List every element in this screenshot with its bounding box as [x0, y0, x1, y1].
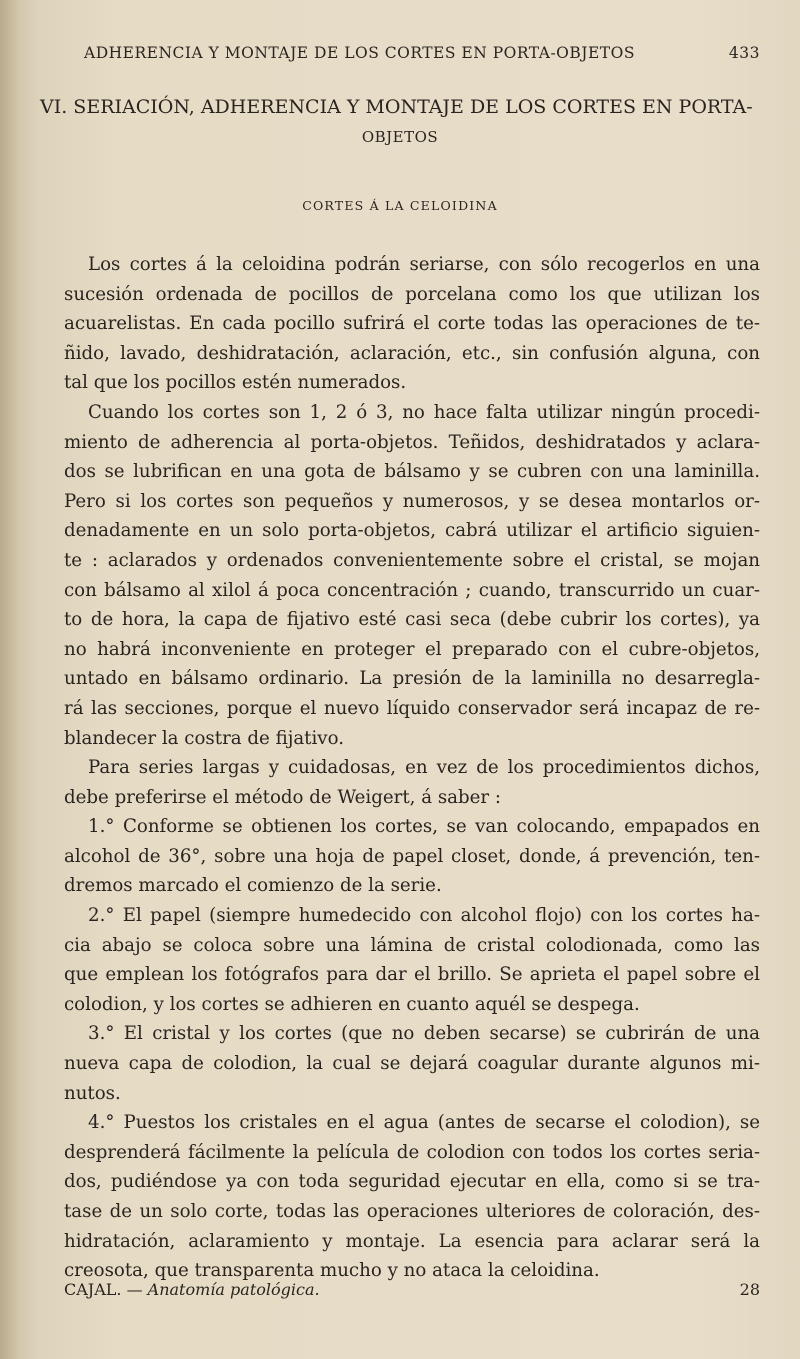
text-line: tal que los pocillos estén numerados.: [64, 372, 407, 394]
text-line: Cuando los cortes son 1, 2 ó 3, no hace falta utilizar ningún procedi-: [88, 401, 760, 423]
text-line: 2.° El papel (siempre humedecido con alcohol flojo) con los cortes ha-: [88, 905, 760, 927]
text-line: dremos marcado el comienzo de la serie.: [64, 875, 442, 897]
text-line: con bálsamo al xilol á poca concentración ; cuando, transcurrido un cuar-: [64, 579, 760, 601]
body-text: [64, 250, 760, 1286]
page-footer: [64, 1280, 760, 1299]
text-line: no habrá inconveniente en proteger el preparado con el cubre-objetos,: [64, 638, 760, 660]
text-line: untado en bálsamo ordinario. La presión de la laminilla no desarregla-: [64, 668, 760, 690]
text-line: to de hora, la capa de fijativo esté casi seca (debe cubrir los cortes), ya: [64, 609, 760, 631]
text-line: Pero si los cortes son pequeños y numerosos, y se desea montarlos or-: [64, 490, 760, 512]
subheading: CORTES Á LA CELOIDINA: [302, 198, 498, 213]
text-line: ñido, lavado, deshidratación, aclaración, etc., sin confusión alguna, con: [64, 342, 760, 364]
text-line: 3.° El cristal y los cortes (que no deben secarse) se cubrirán de una: [88, 1023, 760, 1045]
text-line: rá las secciones, porque el nuevo líquido conservador será incapaz de re-: [64, 697, 760, 719]
text-line: blandecer la costra de fijativo.: [64, 727, 344, 749]
footer-author: CAJAL. —: [64, 1280, 143, 1299]
text-line: denadamente en un solo porta-objetos, cabrá utilizar el artificio siguien-: [64, 520, 760, 542]
text-line: debe preferirse el método de Weigert, á saber :: [64, 786, 502, 808]
text-line: Para series largas y cuidadosas, en vez de los procedimientos dichos,: [88, 757, 760, 779]
running-header: [84, 44, 760, 62]
text-line: nueva capa de colodion, la cual se dejará coagular durante algunos mi-: [64, 1053, 760, 1075]
text-line: 1.° Conforme se obtienen los cortes, se van colocando, empapados en: [88, 816, 760, 838]
footer-credit: [64, 1280, 320, 1299]
text-line: dos se lubrifican en una gota de bálsamo y se cubren con una laminilla.: [64, 461, 760, 483]
text-line: acuarelistas. En cada pocillo sufrirá el corte todas las operaciones de te-: [64, 313, 760, 335]
text-line: Los cortes á la celoidina podrán seriarse, con sólo recogerlos en una: [88, 254, 760, 275]
section-title-line-1: VI. SERIACIÓN, ADHERENCIA Y MONTAJE DE LOS CORTES EN PORTA-: [40, 96, 753, 118]
text-line: hidratación, aclaramiento y montaje. La esencia para aclarar será la: [64, 1230, 760, 1252]
text-line: cia abajo se coloca sobre una lámina de cristal colodionada, como las: [64, 934, 760, 956]
text-line: alcohol de 36°, sobre una hoja de papel closet, donde, á prevención, ten-: [64, 845, 760, 867]
text-line: creosota, que transparenta mucho y no ataca la celoidina.: [64, 1260, 600, 1282]
section-title: [40, 92, 760, 152]
footer-book-title: Anatomía patológica.: [147, 1280, 320, 1299]
text-line: que emplean los fotógrafos para dar el brillo. Se aprieta el papel sobre el: [64, 964, 760, 986]
text-line: miento de adherencia al porta-objetos. Teñidos, deshidratados y aclara-: [64, 431, 760, 453]
signature-mark: 28: [739, 1280, 760, 1299]
text-line: desprenderá fácilmente la película de colodion con todos los cortes seria-: [64, 1141, 760, 1163]
text-line: nutos.: [64, 1082, 121, 1104]
text-line: tase de un solo corte, todas las operaciones ulteriores de coloración, des-: [64, 1201, 760, 1222]
page-number: 433: [728, 44, 760, 62]
section-title-line-2: OBJETOS: [361, 128, 439, 146]
text-line: te : aclarados y ordenados convenientemente sobre el cristal, se mojan: [64, 549, 760, 571]
text-line: colodion, y los cortes se adhieren en cuanto aquél se despega.: [64, 993, 640, 1015]
text-line: 4.° Puestos los cristales en el agua (antes de secarse el colodion), se: [88, 1112, 760, 1134]
text-line: dos, pudiéndose ya con toda seguridad ejecutar en ella, como si se tra-: [64, 1171, 760, 1193]
text-line: sucesión ordenada de pocillos de porcelana como los que utilizan los: [64, 283, 760, 305]
running-title: ADHERENCIA Y MONTAJE DE LOS CORTES EN PORTA-OBJETOS: [84, 44, 635, 62]
